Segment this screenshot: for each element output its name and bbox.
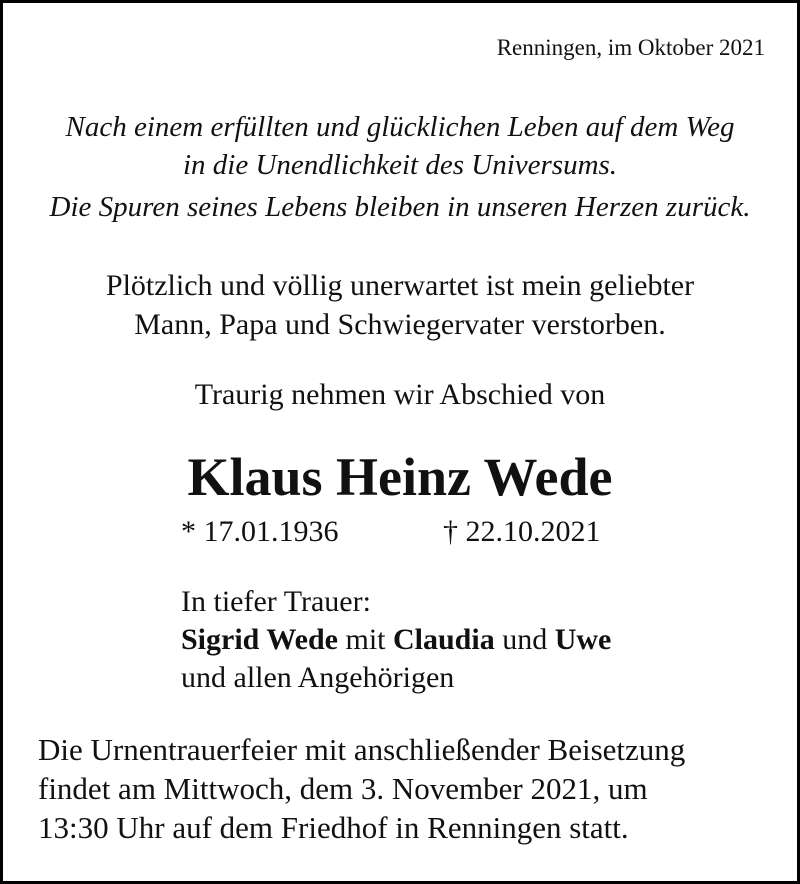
mourners-intro: In tiefer Trauer: — [181, 585, 371, 618]
ceremony-line-3: 13:30 Uhr auf dem Friedhof in Renningen statt. — [38, 810, 629, 845]
mourners-names — [181, 625, 611, 655]
death-date: † 22.10.2021 — [443, 515, 601, 548]
birth-date: * 17.01.1936 — [181, 515, 339, 548]
connector: mit — [337, 623, 393, 656]
deceased-name: Klaus Heinz Wede — [187, 447, 613, 507]
announcement-line-2: Mann, Papa und Schwiegervater verstorben. — [134, 308, 666, 341]
mourner-name: Uwe — [554, 623, 612, 656]
place-date: Renningen, im Oktober 2021 — [496, 35, 765, 60]
mourners-others: und allen Angehörigen — [181, 661, 455, 694]
connector: und — [494, 623, 555, 656]
motto-line-2: in die Unendlichkeit des Universums. — [182, 149, 618, 181]
mourner-name: Claudia — [393, 623, 495, 656]
ceremony-line-1: Die Urnentrauerfeier mit anschließender Beisetzung — [38, 732, 686, 767]
mourner-name: Sigrid Wede — [181, 623, 338, 656]
motto-line-3: Die Spuren seines Lebens bleiben in unseren Herzen zurück. — [49, 191, 751, 223]
announcement-line-1: Plötzlich und völlig unerwartet ist mein geliebter — [105, 269, 695, 302]
ceremony-line-2: findet am Mittwoch, dem 3. November 2021, um — [38, 771, 648, 806]
farewell-text: Traurig nehmen wir Abschied von — [194, 378, 606, 411]
motto-line-1: Nach einem erfüllten und glücklichen Leben auf dem Weg — [65, 111, 735, 143]
